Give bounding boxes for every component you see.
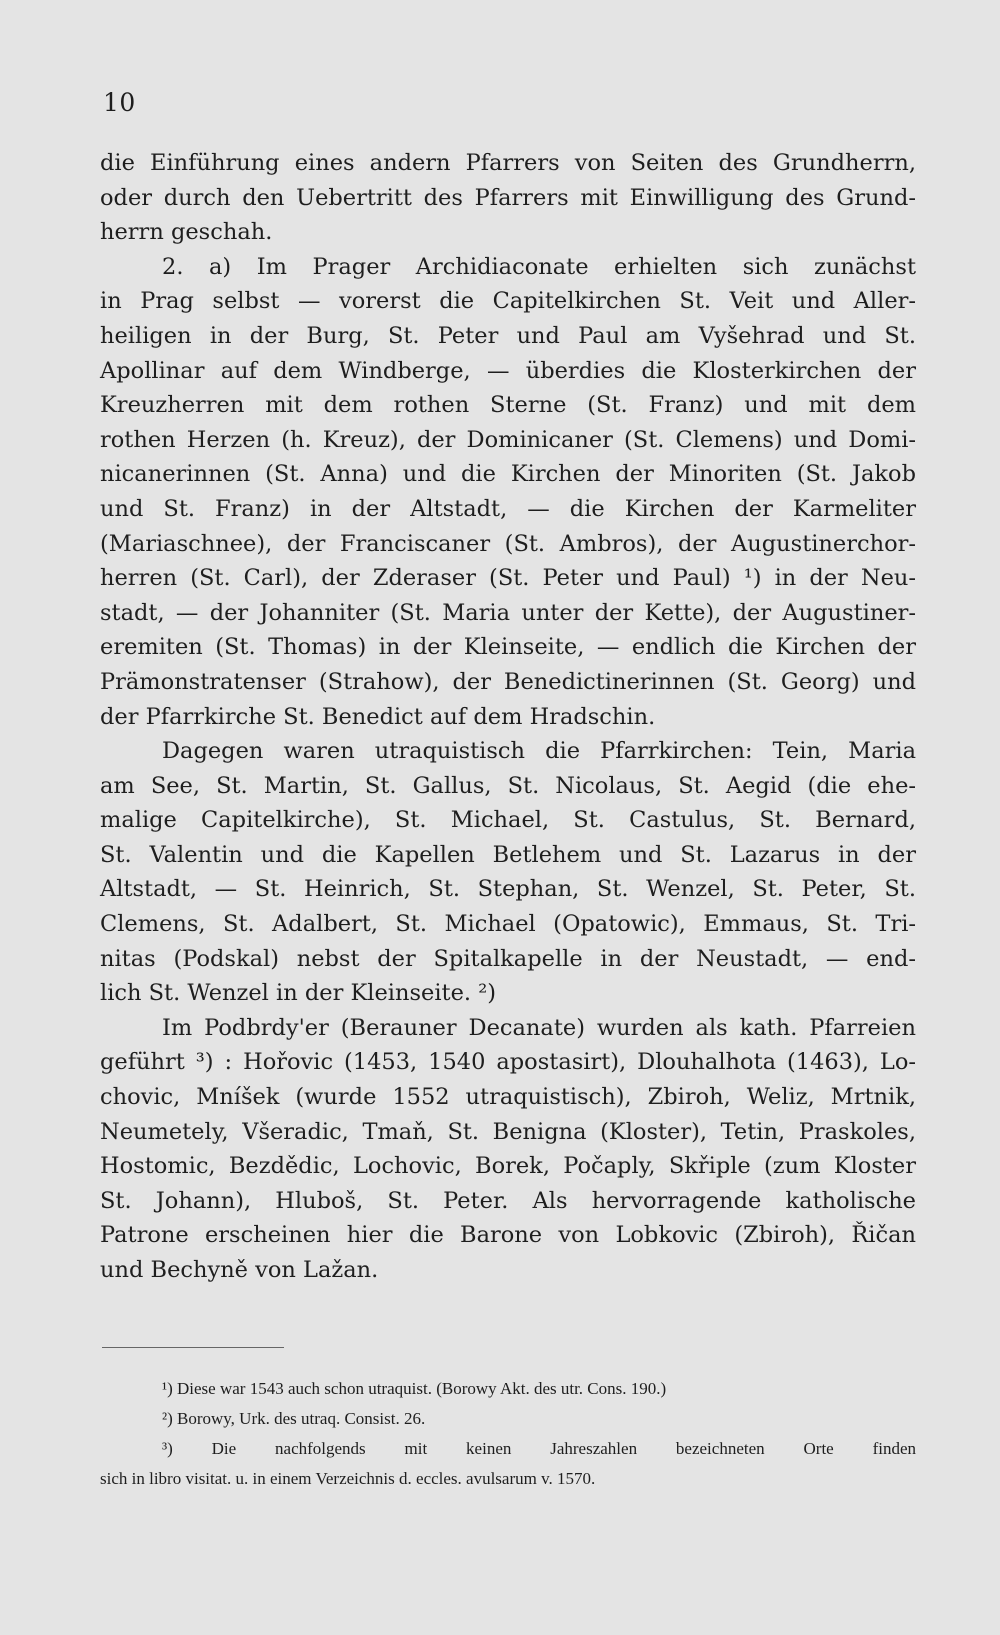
text-line: oder durch den Uebertritt des Pfarrers mit Einwilligung des Grund- — [100, 184, 916, 211]
text-line: Prämonstratenser (Strahow), der Benedictinerinnen (St. Georg) und — [100, 668, 916, 695]
footnote-line: ²) Borowy, Urk. des utraq. Consist. 26. — [162, 1409, 426, 1428]
text-line: 2. a) Im Prager Archidiaconate erhielten sich zunächst — [162, 253, 916, 280]
text-line: Im Podbrdy'er (Berauner Decanate) wurden als kath. Pfarreien — [162, 1014, 916, 1041]
text-line: stadt, — der Johanniter (St. Maria unter der Kette), der Augustiner- — [100, 599, 916, 626]
footnotes — [100, 1374, 916, 1494]
text-line: Clemens, St. Adalbert, St. Michael (Opatowic), Emmaus, St. Tri- — [100, 911, 916, 938]
text-line: Hostomic, Bezdědic, Lochovic, Borek, Počaply, Skřiple (zum Kloster — [100, 1153, 916, 1180]
text-line: der Pfarrkirche St. Benedict auf dem Hradschin. — [100, 703, 656, 730]
footnote-line: sich in libro visitat. u. in einem Verzeichnis d. eccles. avulsarum v. 1570. — [100, 1469, 596, 1488]
text-line: nicanerinnen (St. Anna) und die Kirchen der Minoriten (St. Jakob — [100, 461, 916, 488]
text-line: Dagegen waren utraquistisch die Pfarrkirchen: Tein, Maria — [162, 738, 916, 765]
main-text — [100, 146, 916, 1288]
text-line: Apollinar auf dem Windberge, — überdies die Klosterkirchen der — [100, 357, 916, 384]
text-line: St. Johann), Hluboš, St. Peter. Als hervorragende katholische — [100, 1187, 916, 1214]
text-line: und Bechyně von Lažan. — [100, 1257, 379, 1283]
text-line: und St. Franz) in der Altstadt, — die Kirchen der Karmeliter — [100, 495, 916, 522]
footnote-line: ³) Die nachfolgends mit keinen Jahreszahlen bezeichneten Orte finden — [162, 1439, 916, 1458]
text-line: in Prag selbst — vorerst die Capitelkirchen St. Veit und Aller- — [100, 288, 916, 315]
text-line: chovic, Mníšek (wurde 1552 utraquistisch), Zbiroh, Weliz, Mrtnik, — [100, 1084, 916, 1111]
text-line: St. Valentin und die Kapellen Betlehem und St. Lazarus in der — [100, 841, 916, 868]
text-line: malige Capitelkirche), St. Michael, St. Castulus, St. Bernard, — [100, 807, 916, 834]
text-line: rothen Herzen (h. Kreuz), der Dominicaner (St. Clemens) und Domi- — [100, 426, 916, 453]
text-line: herrn geschah. — [100, 219, 273, 246]
text-line: Neumetely, Všeradic, Tmaň, St. Benigna (Kloster), Tetin, Praskoles, — [100, 1118, 916, 1145]
text-line: Patrone erscheinen hier die Barone von Lobkovic (Zbiroh), Řičan — [100, 1222, 916, 1249]
text-line: eremiten (St. Thomas) in der Kleinseite, — endlich die Kirchen der — [100, 634, 916, 661]
text-line: Altstadt, — St. Heinrich, St. Stephan, St. Wenzel, St. Peter, St. — [100, 876, 916, 903]
text-line: herren (St. Carl), der Zderaser (St. Peter und Paul) ¹) in der Neu- — [100, 565, 916, 592]
text-line: geführt ³) : Hořovic (1453, 1540 apostasirt), Dlouhalhota (1463), Lo- — [100, 1049, 916, 1076]
text-line: (Mariaschnee), der Franciscaner (St. Ambros), der Augustinerchor- — [100, 530, 916, 557]
footnote-separator — [102, 1347, 284, 1348]
text-line: lich St. Wenzel in der Kleinseite. ²) — [100, 980, 497, 1007]
footnote-line: ¹) Diese war 1543 auch schon utraquist. (Borowy Akt. des utr. Cons. 190.) — [162, 1379, 667, 1398]
text-line: heiligen in der Burg, St. Peter und Paul am Vyšehrad und St. — [100, 322, 916, 349]
text-line: nitas (Podskal) nebst der Spitalkapelle in der Neustadt, — end- — [100, 945, 916, 972]
text-line: Kreuzherren mit dem rothen Sterne (St. Franz) und mit dem — [100, 392, 916, 419]
text-line: am See, St. Martin, St. Gallus, St. Nicolaus, St. Aegid (die ehe- — [100, 772, 916, 799]
text-line: die Einführung eines andern Pfarrers von Seiten des Grundherrn, — [100, 150, 916, 176]
page-number: 10 — [103, 88, 136, 117]
